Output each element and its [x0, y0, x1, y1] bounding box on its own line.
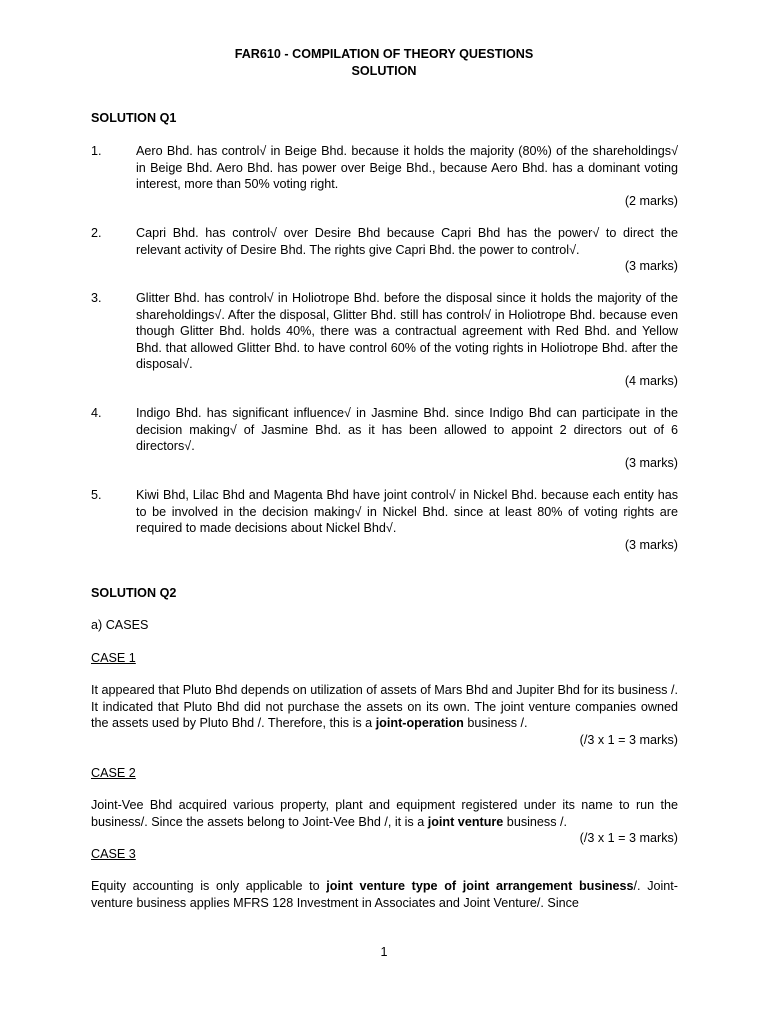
- item-number: 5.: [91, 488, 102, 502]
- document-subtitle: SOLUTION: [351, 64, 417, 78]
- page-number: 1: [380, 945, 388, 959]
- case-1-text: [91, 682, 678, 748]
- item-marks: (2 marks): [624, 193, 678, 208]
- q1-item: [91, 225, 678, 275]
- case-2-label: CASE 2: [91, 766, 136, 780]
- q1-item: [91, 487, 678, 553]
- case-2-text: [91, 797, 678, 847]
- item-marks: (3 marks): [624, 259, 678, 273]
- item-marks: (3 marks): [624, 537, 678, 552]
- case-1-bold-term: joint-operation: [375, 716, 464, 730]
- case-3-text-part: Equity accounting is only applicable to: [91, 879, 327, 893]
- q2-heading: SOLUTION Q2: [91, 586, 177, 600]
- item-marks: (3 marks): [624, 455, 678, 470]
- q1-item: [91, 290, 678, 389]
- item-text: Kiwi Bhd, Lilac Bhd and Magenta Bhd have joint control√ in Nickel Bhd. because each entity has to be involved in the decision making√ in Nickel Bhd. since at least 80% of voting rights are required to made decisions about Nickel Bhd√.: [136, 488, 678, 535]
- q1-item: [91, 405, 678, 471]
- case-2-marks: (/3 x 1 = 3 marks): [579, 831, 678, 845]
- item-number: 2.: [91, 226, 102, 240]
- item-number: 1.: [91, 144, 102, 158]
- item-text: Capri Bhd. has control√ over Desire Bhd because Capri Bhd has the power√ to direct the relevant activity of Desire Bhd. The rights give Capri Bhd. the power to control√.: [136, 226, 678, 257]
- case-2-bold-term: joint venture: [427, 814, 504, 829]
- case-3-bold-term: joint venture type of joint arrangement business: [326, 879, 634, 893]
- document-title: FAR610 - COMPILATION OF THEORY QUESTIONS: [234, 47, 534, 61]
- document-title-block: [0, 46, 768, 80]
- case-2-text-end: business /.: [503, 814, 568, 829]
- case-1-marks: (/3 x 1 = 3 marks): [579, 732, 678, 747]
- item-number: 3.: [91, 291, 102, 305]
- q1-item: [91, 143, 678, 209]
- case-1-text-end: business /.: [463, 716, 528, 730]
- item-text: Glitter Bhd. has control√ in Holiotrope Bhd. before the disposal since it holds the majority of the shareholdings√. After the disposal, Glitter Bhd. still has control√ in Holiotrope Bhd. because even though Glitter Bhd. holds 40%, there was a contractual agreement with Red Bhd. and Yellow Bhd. that allowed Glitter Bhd. to have control 60% of the voting rights in Holiotrope Bhd. after the disposal√.: [136, 291, 678, 371]
- item-number: 4.: [91, 406, 102, 420]
- case-3-text: [91, 878, 678, 911]
- case-1-text-part: It appeared that Pluto Bhd depends on utilization of assets of Mars Bhd and Jupiter Bhd for its business /. It indicated that Pluto Bhd did not purchase the assets on its own. The joint venture companies owned the assets used by Pluto Bhd /. Therefore, this is a: [91, 683, 678, 730]
- case-3-label: CASE 3: [91, 847, 136, 861]
- item-marks: (4 marks): [624, 373, 678, 388]
- part-a-label: a) CASES: [91, 618, 149, 632]
- case-2-text-part: Joint-Vee Bhd acquired various property, plant and equipment registered under its name to run the business/. Since the assets belong to Joint-Vee Bhd /, it is a: [91, 798, 678, 829]
- q1-heading: SOLUTION Q1: [91, 111, 177, 125]
- case-1-label: CASE 1: [91, 651, 136, 665]
- item-text: Aero Bhd. has control√ in Beige Bhd. because it holds the majority (80%) of the shareholdings√ in Beige Bhd. Aero Bhd. has power over Beige Bhd., because Aero Bhd. has a dominant voting interest, more than 50% voting right.: [136, 144, 678, 191]
- case-3-text-end: /. Joint-venture business applies MFRS 128 Investment in Associates and Joint Venture/. Since: [91, 879, 678, 910]
- item-text: Indigo Bhd. has significant influence√ in Jasmine Bhd. since Indigo Bhd can participate in the decision making√ of Jasmine Bhd. as it has been allowed to appoint 2 directors out of 6 directors√.: [136, 406, 678, 453]
